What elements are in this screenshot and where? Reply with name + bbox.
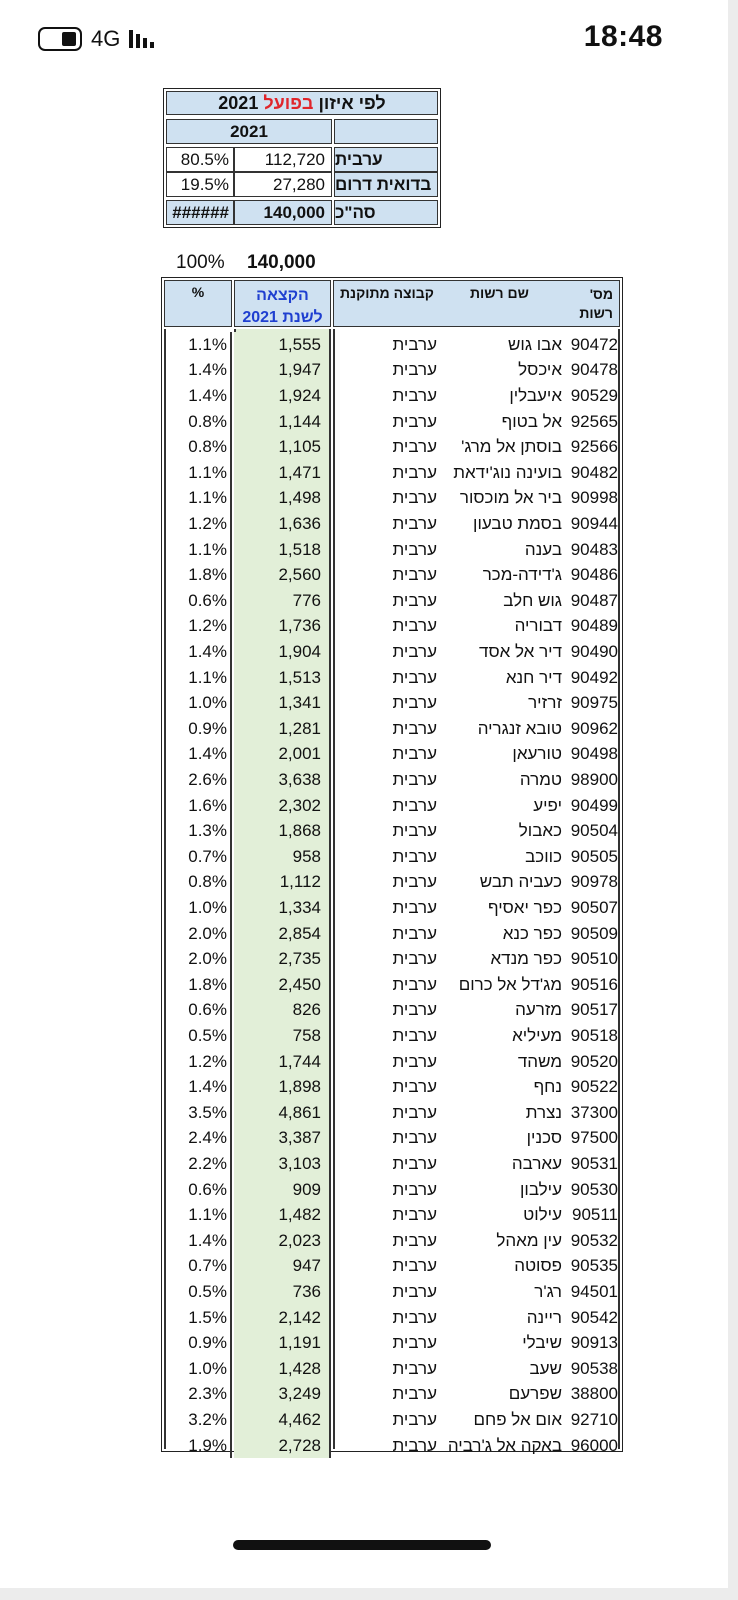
row-code: 90492 <box>570 667 618 687</box>
header-name-label: שם רשות <box>470 285 529 301</box>
row-group: ערבית <box>392 360 437 380</box>
row-name: נצרת <box>525 1102 562 1122</box>
row-group: ערבית <box>392 616 437 636</box>
row-amount: 2,023 <box>234 1228 331 1254</box>
status-bar <box>0 0 738 85</box>
row-name: יפיע <box>533 795 562 815</box>
row-amount: 1,341 <box>234 690 331 716</box>
row-amount: 1,498 <box>234 486 331 512</box>
row-name: עין מאהל <box>496 1230 562 1250</box>
row-amount: 4,861 <box>234 1100 331 1126</box>
row-code: 90538 <box>570 1358 618 1378</box>
row-amount: 2,735 <box>234 946 331 972</box>
row-name: גוש חלב <box>503 590 562 610</box>
row-name: עילבון <box>520 1179 562 1199</box>
row-pct: 0.6% <box>164 1177 232 1203</box>
row-code: 94501 <box>570 1281 618 1301</box>
row-name: שפרעם <box>508 1384 562 1404</box>
row-code: 90944 <box>570 513 618 533</box>
row-amount: 1,868 <box>234 818 331 844</box>
row-amount: 1,555 <box>234 332 331 358</box>
row-name: נחף <box>533 1077 562 1097</box>
row-group: ערבית <box>392 872 437 892</box>
row-code: 90478 <box>570 360 618 380</box>
row-pct: 1.4% <box>164 1074 232 1100</box>
summary-amount: 27,280 <box>234 172 332 197</box>
row-pct: 0.6% <box>164 998 232 1024</box>
row-amount: 776 <box>234 588 331 614</box>
row-code: 90516 <box>570 974 618 994</box>
row-pct: 1.2% <box>164 511 232 537</box>
row-group: ערבית <box>392 539 437 559</box>
row-group: ערבית <box>392 1128 437 1148</box>
row-amount: 1,898 <box>234 1074 331 1100</box>
row-code: 90542 <box>570 1307 618 1327</box>
row-code: 90529 <box>570 385 618 405</box>
row-pct: 1.4% <box>164 358 232 384</box>
row-pct: 0.5% <box>164 1023 232 1049</box>
row-group: ערבית <box>392 641 437 661</box>
row-code: 90490 <box>570 641 618 661</box>
row-name: בוסתן אל מרג' <box>461 437 562 457</box>
row-code: 90510 <box>570 949 618 969</box>
row-group: ערבית <box>392 769 437 789</box>
row-group: ערבית <box>392 1435 437 1455</box>
row-amount: 826 <box>234 998 331 1024</box>
row-code: 37300 <box>570 1102 618 1122</box>
row-name: ביר אל מוכסור <box>459 488 562 508</box>
row-name: כעביה תבש <box>479 872 562 892</box>
row-group: ערבית <box>392 1230 437 1250</box>
row-group: ערבית <box>392 437 437 457</box>
row-pct: 1.0% <box>164 895 232 921</box>
row-amount: 1,281 <box>234 716 331 742</box>
row-pct: 0.9% <box>164 716 232 742</box>
row-group: ערבית <box>392 1281 437 1301</box>
row-code: 90998 <box>570 488 618 508</box>
row-amount: 1,744 <box>234 1049 331 1075</box>
row-group: ערבית <box>392 1102 437 1122</box>
row-name: עארבה <box>511 1153 562 1173</box>
row-name: פסוטה <box>514 1256 562 1276</box>
row-pct: 2.6% <box>164 767 232 793</box>
row-amount: 2,728 <box>234 1433 331 1459</box>
row-code: 96000 <box>570 1435 618 1455</box>
row-name: אבו גוש <box>508 334 562 354</box>
row-name: זרזיר <box>528 693 562 713</box>
grand-total-amount: 140,000 <box>247 252 316 273</box>
row-pct: 1.4% <box>164 383 232 409</box>
row-amount: 909 <box>234 1177 331 1203</box>
row-code: 92566 <box>570 437 618 457</box>
row-amount: 1,144 <box>234 409 331 435</box>
row-code: 38800 <box>570 1384 618 1404</box>
summary-pct: 19.5% <box>166 172 234 197</box>
title-prefix: לפי איזון <box>318 92 386 113</box>
row-name: דיר חנא <box>505 667 562 687</box>
row-name: ג'דידה-מכר <box>482 565 562 585</box>
row-amount: 2,560 <box>234 562 331 588</box>
row-pct: 0.8% <box>164 434 232 460</box>
row-name: שעב <box>529 1358 562 1378</box>
row-code: 90489 <box>570 616 618 636</box>
row-code: 90520 <box>570 1051 618 1071</box>
row-name: דיר אל אסד <box>479 641 562 661</box>
row-name: איעבלין <box>509 385 562 405</box>
row-name: ריינה <box>526 1307 562 1327</box>
row-group: ערבית <box>392 1077 437 1097</box>
row-pct: 3.5% <box>164 1100 232 1126</box>
clock: 18:48 <box>583 20 663 53</box>
row-amount: 2,001 <box>234 742 331 768</box>
row-code: 90499 <box>570 795 618 815</box>
row-name: בסמת טבעון <box>473 513 562 533</box>
row-pct: 1.2% <box>164 1049 232 1075</box>
row-amount: 1,904 <box>234 639 331 665</box>
row-name: מזרעה <box>515 1000 562 1020</box>
row-code: 90504 <box>570 821 618 841</box>
row-group: ערבית <box>392 1409 437 1429</box>
home-indicator[interactable] <box>233 1540 491 1550</box>
row-pct: 2.0% <box>164 921 232 947</box>
row-name: משהד <box>517 1051 562 1071</box>
row-amount: 2,302 <box>234 793 331 819</box>
row-pct: 1.4% <box>164 1228 232 1254</box>
row-group: ערבית <box>392 744 437 764</box>
row-amount: 1,924 <box>234 383 331 409</box>
summary-table <box>163 88 441 228</box>
row-code: 92710 <box>570 1409 618 1429</box>
row-group: ערבית <box>392 718 437 738</box>
allocation-table <box>161 277 623 1455</box>
screen-bottom-edge <box>0 1588 738 1600</box>
row-code: 97500 <box>570 1128 618 1148</box>
row-group: ערבית <box>392 1256 437 1276</box>
screen-edge <box>728 0 738 1600</box>
row-code: 90975 <box>570 693 618 713</box>
row-name: בענה <box>524 539 562 559</box>
summary-row <box>166 172 438 197</box>
column-divider <box>164 329 232 1449</box>
row-group: ערבית <box>392 513 437 533</box>
summary-title <box>166 91 438 115</box>
row-amount: 2,142 <box>234 1305 331 1331</box>
row-pct: 2.2% <box>164 1151 232 1177</box>
row-name: איכסל <box>518 360 562 380</box>
row-name: טמרה <box>519 769 562 789</box>
row-code: 90511 <box>571 1205 618 1225</box>
row-amount: 2,854 <box>234 921 331 947</box>
summary-label: ערבית <box>334 147 438 172</box>
network-type: 4G <box>91 26 121 51</box>
row-group: ערבית <box>392 923 437 943</box>
summary-year: 2021 <box>166 119 332 144</box>
row-amount: 1,518 <box>234 537 331 563</box>
row-pct: 2.4% <box>164 1126 232 1152</box>
row-pct: 0.9% <box>164 1330 232 1356</box>
summary-label: בדואית דרום <box>334 172 438 197</box>
row-amount: 3,387 <box>234 1126 331 1152</box>
row-group: ערבית <box>392 1358 437 1378</box>
row-pct: 1.9% <box>164 1433 232 1459</box>
row-name: שיבלי <box>522 1333 562 1353</box>
row-name: בועינה נוג'ידאת <box>453 462 562 482</box>
row-group: ערבית <box>392 1000 437 1020</box>
row-code: 90486 <box>570 565 618 585</box>
row-amount: 3,103 <box>234 1151 331 1177</box>
title-year: 2021 <box>218 92 259 113</box>
row-code: 90531 <box>570 1153 618 1173</box>
summary-amount: 112,720 <box>234 147 332 172</box>
row-amount: 736 <box>234 1279 331 1305</box>
row-code: 90535 <box>570 1256 618 1276</box>
row-pct: 1.8% <box>164 972 232 998</box>
row-pct: 0.6% <box>164 588 232 614</box>
row-amount: 958 <box>234 844 331 870</box>
row-group: ערבית <box>392 462 437 482</box>
row-group: ערבית <box>392 693 437 713</box>
row-group: ערבית <box>392 565 437 585</box>
row-group: ערבית <box>392 488 437 508</box>
summary-total-pct: ###### <box>166 200 234 225</box>
row-amount: 1,636 <box>234 511 331 537</box>
row-amount: 1,482 <box>234 1202 331 1228</box>
row-name: כפר מנדא <box>490 949 562 969</box>
row-group: ערבית <box>392 590 437 610</box>
row-code: 90913 <box>570 1333 618 1353</box>
column-divider <box>333 329 620 1449</box>
battery-icon <box>38 27 82 51</box>
row-pct: 1.5% <box>164 1305 232 1331</box>
row-name: טובא זנגריה <box>477 718 562 738</box>
row-code: 90978 <box>570 872 618 892</box>
row-amount: 3,249 <box>234 1382 331 1408</box>
row-group: ערבית <box>392 821 437 841</box>
summary-total-row <box>166 200 438 225</box>
row-amount: 1,947 <box>234 358 331 384</box>
row-pct: 0.5% <box>164 1279 232 1305</box>
row-group: ערבית <box>392 1153 437 1173</box>
row-group: ערבית <box>392 1205 437 1225</box>
row-code: 90522 <box>570 1077 618 1097</box>
row-group: ערבית <box>392 1333 437 1353</box>
row-code: 90518 <box>570 1025 618 1045</box>
row-pct: 1.8% <box>164 562 232 588</box>
row-pct: 1.1% <box>164 332 232 358</box>
row-name: כאבול <box>518 821 562 841</box>
row-name: טורעאן <box>512 744 562 764</box>
row-code: 90472 <box>570 334 618 354</box>
row-code: 90505 <box>570 846 618 866</box>
row-amount: 1,513 <box>234 665 331 691</box>
row-name: מעיליא <box>512 1025 562 1045</box>
summary-total-label: סה"כ <box>334 200 438 225</box>
row-group: ערבית <box>392 795 437 815</box>
row-name: סכנין <box>526 1128 562 1148</box>
row-amount: 3,638 <box>234 767 331 793</box>
row-code: 90483 <box>570 539 618 559</box>
row-group: ערבית <box>392 385 437 405</box>
row-amount: 4,462 <box>234 1407 331 1433</box>
row-amount: 1,736 <box>234 614 331 640</box>
row-name: אל בטוף <box>501 411 562 431</box>
row-code: 90530 <box>570 1179 618 1199</box>
header-group <box>333 280 620 327</box>
row-pct: 1.2% <box>164 614 232 640</box>
row-group: ערבית <box>392 846 437 866</box>
row-pct: 1.6% <box>164 793 232 819</box>
row-pct: 1.1% <box>164 486 232 512</box>
row-amount: 1,428 <box>234 1356 331 1382</box>
row-group: ערבית <box>392 1384 437 1404</box>
summary-year-label-cell <box>334 119 438 144</box>
row-name: אום אל פחם <box>473 1409 562 1429</box>
row-group: ערבית <box>392 897 437 917</box>
row-amount: 1,112 <box>234 870 331 896</box>
row-name: באקה אל ג'רביה <box>447 1435 562 1455</box>
summary-row <box>166 147 438 172</box>
row-group: ערבית <box>392 334 437 354</box>
row-amount: 1,471 <box>234 460 331 486</box>
row-code: 92565 <box>570 411 618 431</box>
row-name: רג'ר <box>534 1281 562 1301</box>
status-left <box>38 26 157 52</box>
row-pct: 1.0% <box>164 690 232 716</box>
row-pct: 1.1% <box>164 460 232 486</box>
row-group: ערבית <box>392 667 437 687</box>
row-pct: 1.1% <box>164 665 232 691</box>
row-code: 90482 <box>570 462 618 482</box>
signal-icon <box>129 30 157 48</box>
row-pct: 0.8% <box>164 870 232 896</box>
row-amount: 2,450 <box>234 972 331 998</box>
row-pct: 1.1% <box>164 1202 232 1228</box>
header-allocation: הקצאה לשנת 2021 <box>234 280 331 327</box>
row-amount: 1,334 <box>234 895 331 921</box>
row-pct: 0.7% <box>164 844 232 870</box>
row-code: 90507 <box>570 897 618 917</box>
row-pct: 1.0% <box>164 1356 232 1382</box>
summary-total-amount: 140,000 <box>234 200 332 225</box>
row-code: 90962 <box>570 718 618 738</box>
row-pct: 0.7% <box>164 1254 232 1280</box>
row-pct: 2.3% <box>164 1382 232 1408</box>
row-group: ערבית <box>392 974 437 994</box>
row-pct: 1.1% <box>164 537 232 563</box>
row-amount: 1,191 <box>234 1330 331 1356</box>
row-group: ערבית <box>392 949 437 969</box>
row-code: 90498 <box>570 744 618 764</box>
row-amount: 1,105 <box>234 434 331 460</box>
row-pct: 1.3% <box>164 818 232 844</box>
title-highlight: בפועל <box>263 92 314 113</box>
header-code-label: מס' רשות <box>579 286 613 321</box>
row-group: ערבית <box>392 1051 437 1071</box>
row-pct: 2.0% <box>164 946 232 972</box>
grand-total-pct: 100% <box>176 252 225 273</box>
header-group-label: קבוצה מתוקנת <box>340 285 434 301</box>
row-name: עילוט <box>523 1205 562 1225</box>
row-pct: 0.8% <box>164 409 232 435</box>
row-amount: 758 <box>234 1023 331 1049</box>
row-group: ערבית <box>392 1307 437 1327</box>
row-pct: 1.4% <box>164 742 232 768</box>
row-name: דבוריה <box>514 616 562 636</box>
row-name: כווכב <box>525 846 562 866</box>
row-name: כפר כנא <box>502 923 562 943</box>
header-pct: % <box>164 280 232 327</box>
row-code: 90532 <box>570 1230 618 1250</box>
row-group: ערבית <box>392 411 437 431</box>
row-pct: 1.4% <box>164 639 232 665</box>
row-group: ערבית <box>392 1025 437 1045</box>
row-name: כפר יאסיף <box>487 897 562 917</box>
row-group: ערבית <box>392 1179 437 1199</box>
row-code: 90509 <box>570 923 618 943</box>
row-code: 90517 <box>570 1000 618 1020</box>
row-pct: 3.2% <box>164 1407 232 1433</box>
row-name: מג'דל אל כרום <box>458 974 562 994</box>
row-code: 90487 <box>570 590 618 610</box>
summary-pct: 80.5% <box>166 147 234 172</box>
row-code: 98900 <box>570 769 618 789</box>
row-amount: 947 <box>234 1254 331 1280</box>
